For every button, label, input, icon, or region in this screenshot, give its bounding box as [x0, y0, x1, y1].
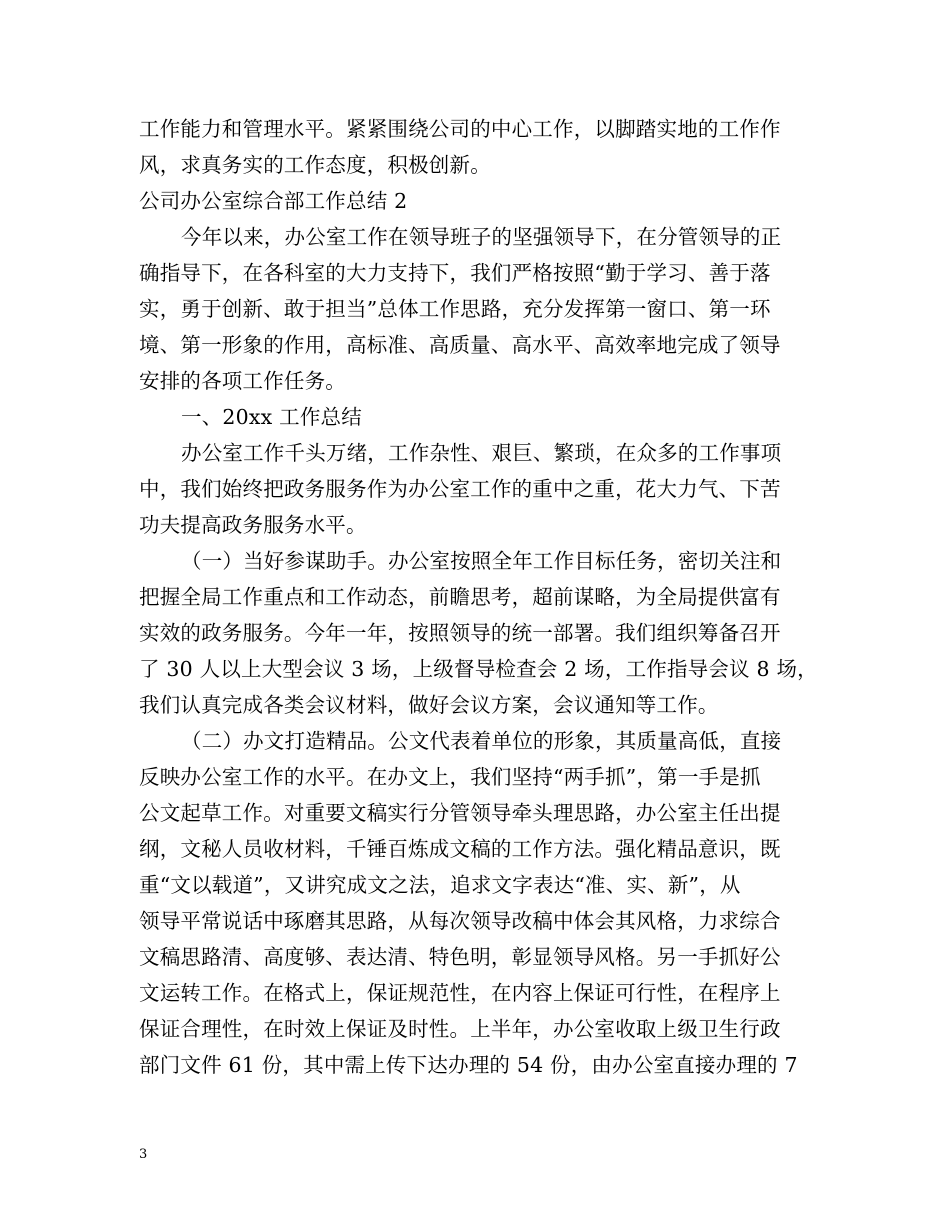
text-line: 风，求真务实的工作态度，积极创新。	[139, 153, 491, 177]
text-line: 办公室工作千头万绪，工作杂性、艰巨、繁琐，在众多的工作事项	[181, 441, 782, 465]
text-line: 安排的各项工作任务。	[139, 369, 346, 393]
text-line: 确指导下，在各科室的大力支持下，我们严格按照“勤于学习、善于落	[139, 261, 771, 285]
subsection-heading: 一、20xx 工作总结	[181, 405, 362, 429]
section-heading: 公司办公室综合部工作总结 2	[139, 189, 408, 213]
text-line: 纲，文秘人员收材料，千锤百炼成文稿的工作方法。强化精品意识，既	[139, 837, 781, 861]
text-line: 境、第一形象的作用，高标准、高质量、高水平、高效率地完成了领导	[139, 333, 781, 357]
text-line: 保证合理性，在时效上保证及时性。上半年，办公室收取上级卫生行政	[139, 1017, 781, 1041]
text-line: （二）办文打造精品。公文代表着单位的形象，其质量高低，直接	[181, 729, 782, 753]
text-line: 我们认真完成各类会议材料，做好会议方案，会议通知等工作。	[139, 693, 719, 717]
text-line: 公文起草工作。对重要文稿实行分管领导牵头理思路，办公室主任出提	[139, 801, 781, 825]
text-line: 工作能力和管理水平。紧紧围绕公司的中心工作，以脚踏实地的工作作	[139, 117, 781, 141]
text-line: 文运转工作。在格式上，保证规范性，在内容上保证可行性，在程序上	[139, 981, 781, 1005]
text-line: （一）当好参谋助手。办公室按照全年工作目标任务，密切关注和	[181, 549, 782, 573]
text-line: 部门文件 61 份，其中需上传下达办理的 54 份，由办公室直接办理的 7	[139, 1053, 798, 1077]
text-line: 文稿思路清、高度够、表达清、特色明，彰显领导风格。另一手抓好公	[139, 945, 781, 969]
page-number: 3	[139, 1147, 148, 1162]
text-line: 重“文以载道”，又讲究成文之法，追求文字表达“准、实、新”，从	[139, 873, 741, 897]
text-line: 实效的政务服务。今年一年，按照领导的统一部署。我们组织筹备召开	[139, 621, 781, 645]
text-line: 领导平常说话中琢磨其思路，从每次领导改稿中体会其风格，力求综合	[139, 909, 781, 933]
text-line: 把握全局工作重点和工作动态，前瞻思考，超前谋略，为全局提供富有	[139, 585, 781, 609]
text-line: 功夫提高政务服务水平。	[139, 513, 367, 537]
text-line: 今年以来，办公室工作在领导班子的坚强领导下，在分管领导的正	[181, 225, 782, 249]
text-line: 中，我们始终把政务服务作为办公室工作的重中之重，花大力气、下苦	[139, 477, 781, 501]
text-line: 反映办公室工作的水平。在办文上，我们坚持“两手抓”，第一手是抓	[139, 765, 761, 789]
text-line: 实，勇于创新、敢于担当”总体工作思路，充分发挥第一窗口、第一环	[139, 297, 771, 321]
text-line: 了 30 人以上大型会议 3 场，上级督导检查会 2 场，工作指导会议 8 场，	[139, 657, 818, 681]
